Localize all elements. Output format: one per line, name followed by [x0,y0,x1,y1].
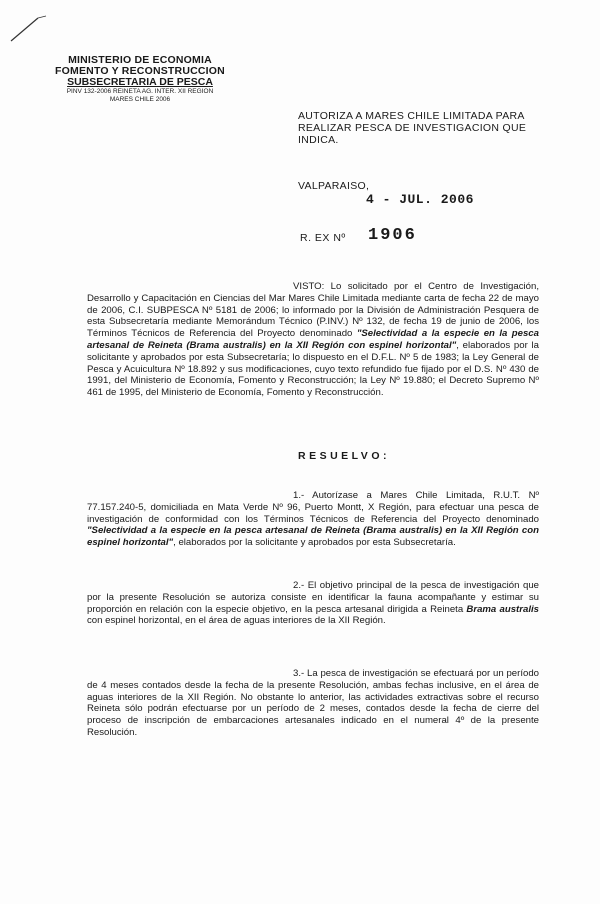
date-stamp: 4 - JUL. 2006 [366,192,474,207]
subsecretaria-name: SUBSECRETARIA DE PESCA [67,76,213,88]
reference-line-2: MARES CHILE 2006 [109,95,171,103]
item-2-paragraph: 2.- El objetivo principal de la pesca de investigación que por la presente Resolución se autoriza consiste en identificar la fauna acompañante y estimar su proporción en relación con la especie objetivo, en la pesca artesanal dirigida a Reineta Brama australis con espinel horizontal, en el área de aguas interiores de la XII Región. [87,580,539,627]
reference-line-1: PINV 132-2006 REINETA AG. INTER. XII REGION [66,88,214,95]
pen-mark-icon [8,14,48,44]
visto-paragraph: VISTO: Lo solicitado por el Centro de Investigación, Desarrollo y Capacitación en Ciencias del Mar Mares Chile Limitada mediante carta de fecha 22 de mayo de 2006, C.I. SUBPESCA Nº 5181 de 2006; lo informado por la División de Administración Pesquera de esta Subsecretaría mediante Memorándum Técnico (P.INV.) Nº 132, de fecha 19 de junio de 2006, los Términos Técnicos de Referencia del Proyecto denominado "Selectividad a la especie en la pesca artesanal de Reineta (Brama australis) en la XII Región con espinel horizontal", elaborados por la solicitante y aprobados por esta Subsecretaría; lo dispuesto en el D.F.L. Nº 5 de 1983; la Ley General de Pesca y Acuicultura Nº 18.892 y sus modificaciones, cuyo texto refundido fue fijado por el D.S. Nº 430 de 1991, del Ministerio de Economía, Fomento y Reconstrucción; la Ley Nº 19.880; el Decreto Supremo Nº 461 de 1995, del Ministerio de Economía, Fomento y Reconstrucción. [87,281,540,399]
project-title: "Selectividad a la especie en la pesca artesanal de Reineta (Brama australis) en la XII Región con espinel horizontal" [87,328,539,351]
resolution-label: R. EX Nº [300,232,346,244]
place-label: VALPARAISO, [298,180,370,192]
resuelvo-heading: RESUELVO: [298,450,390,462]
letterhead [40,55,240,103]
species-name: Brama australis [466,603,539,615]
item-1-paragraph: 1.- Autorízase a Mares Chile Limitada, R.U.T. Nº 77.157.240-5, domiciliada en Mata Verde Nº 96, Puerto Montt, X Región, para efectuar una pesca de investigación de conformidad con los Términos Técnicos de Referencia del Proyecto denominado "Selectividad a la especie en la pesca artesanal de Reineta (Brama australis) en la XII Región con espinel horizontal", elaborados por la solicitante y aprobados por esta Subsecretaría. [87,490,539,549]
visto-label: VISTO: [293,281,325,292]
ministry-name: MINISTERIO DE ECONOMIA [68,54,212,66]
subject-text: AUTORIZA A MARES CHILE LIMITADA PARA REALIZAR PESCA DE INVESTIGACION QUE INDICA. [298,110,527,146]
project-title-2: "Selectividad a la especie en la pesca artesanal de Reineta (Brama australis) en la XII Región con espinel horizontal" [87,525,539,549]
item-3-paragraph: 3.- La pesca de investigación se efectuará por un período de 4 meses contados desde la fecha de la presente Resolución, ambas fechas inclusive, en el área de aguas interiores de la XII Región. No obstante lo anterior, las actividades extractivas sobre el recurso Reineta sólo podrán efectuarse por un período de 2 meses, contados desde la fecha de cierre del proceso de inscripción de embarcaciones artesanales indicado en el numeral 4º de la presente Resolución. [87,668,539,738]
ministry-name-2: FOMENTO Y RECONSTRUCCION [55,65,225,77]
resolution-number: 1906 [368,226,417,245]
